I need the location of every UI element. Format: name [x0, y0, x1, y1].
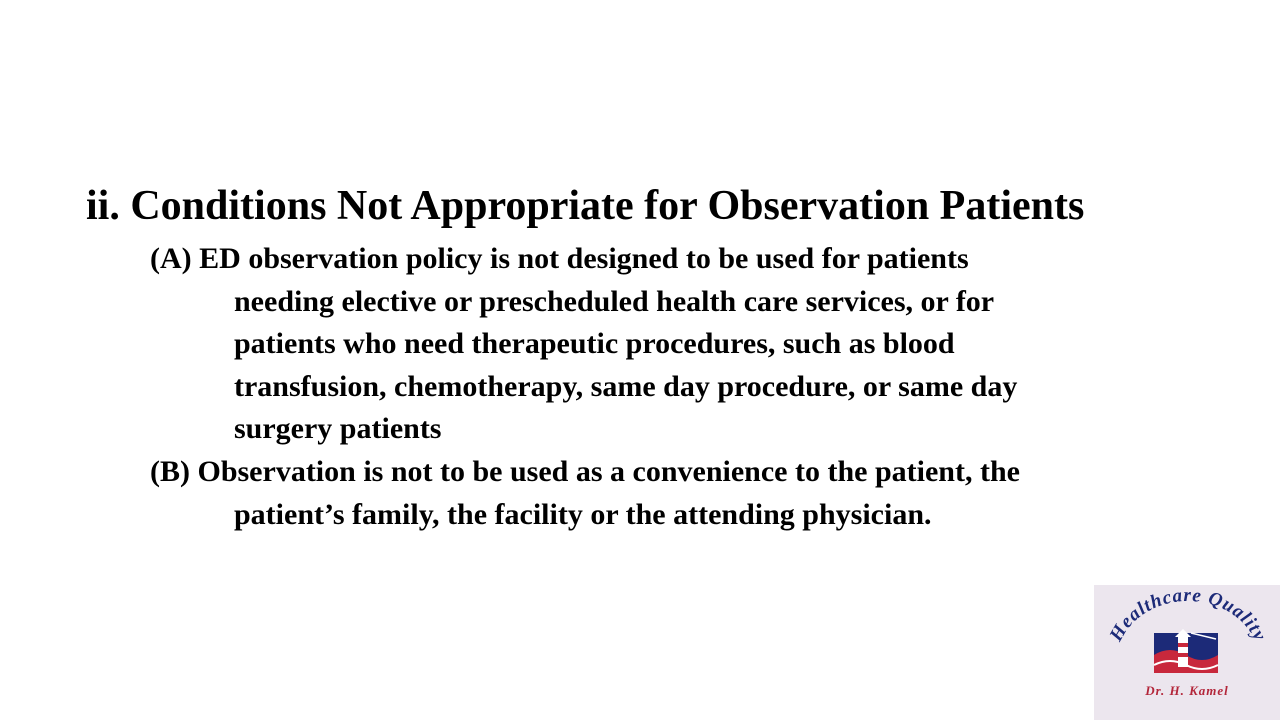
item-a-line-1: (A) ED observation policy is not designed to be used for patients [150, 242, 969, 275]
logo-subtitle: Dr. H. Kamel [1145, 683, 1229, 698]
lighthouse-icon [1154, 629, 1218, 673]
item-b [150, 451, 1190, 536]
item-b-line-2: patient’s family, the facility or the attending physician. [234, 497, 932, 531]
slide-heading: ii. Conditions Not Appropriate for Observation Patients [86, 183, 1085, 229]
item-a-line-2: needing elective or prescheduled health care services, or for [234, 284, 995, 318]
item-b-line-1: (B) Observation is not to be used as a convenience to the patient, the [150, 455, 1020, 488]
item-a [150, 238, 1190, 451]
item-a-line-4: transfusion, chemotherapy, same day procedure, or same day [234, 369, 1018, 403]
healthcare-quality-logo [1094, 585, 1280, 720]
item-a-line-3: patients who need therapeutic procedures, such as blood [234, 327, 955, 361]
logo-title: Healthcare Quality [1105, 585, 1271, 645]
logo-graphic [1094, 585, 1280, 720]
item-a-line-5: surgery patients [234, 412, 442, 446]
